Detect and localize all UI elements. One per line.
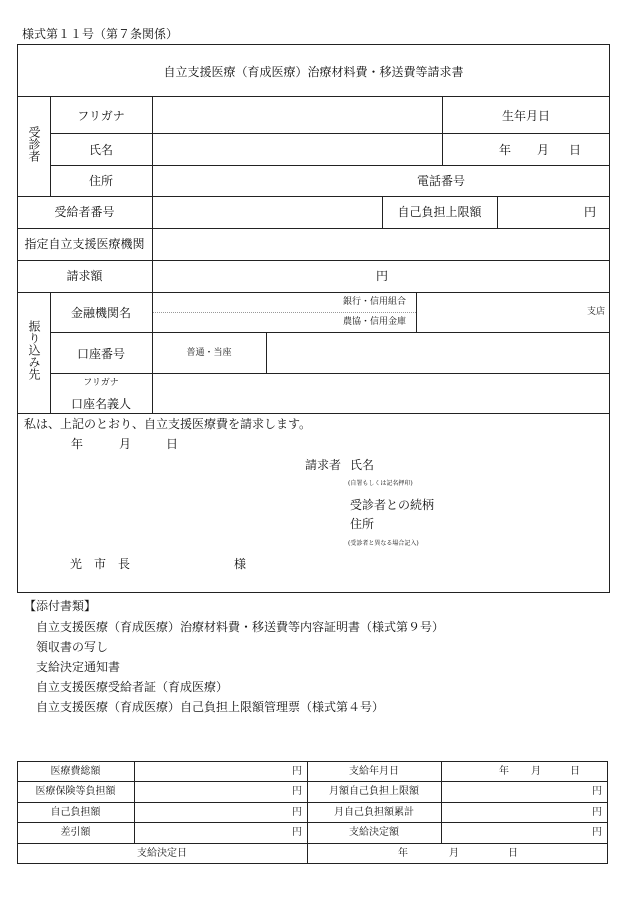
form-title: 自立支援医療（育成医療）治療材料費・移送費等請求書 (163, 65, 464, 79)
address-label: 住所 (88, 174, 113, 188)
bank-type-bank: 銀行・信用組合 (343, 297, 407, 307)
monthly-cumulative-label: 月自己負担額累計 (334, 807, 414, 818)
holder-furigana-label: フリガナ (83, 378, 119, 388)
relation-label: 受診者との続柄 (350, 498, 435, 512)
claimant-label: 請求者 (305, 458, 342, 472)
addressee-honorific: 様 (234, 557, 247, 571)
designated-institution-label: 指定自立支援医療機関 (24, 237, 145, 251)
birth-date-field[interactable]: 年 月 日 (499, 143, 582, 157)
insurance-burden-label: 医療保険等負担額 (35, 786, 116, 797)
attachments-heading: 【添付書類】 (24, 599, 97, 613)
claimant-address-label: 住所 (350, 517, 375, 531)
signature-note: (自署もしくは記名押印) (348, 480, 413, 487)
furigana-label: フリガナ (77, 109, 125, 123)
address-field[interactable] (153, 166, 609, 196)
account-number-field[interactable] (267, 333, 609, 373)
attachment-item: 自立支援医療（育成医療）自己負担上限額管理票（様式第４号） (36, 700, 385, 714)
form-number: 様式第１１号（第７条関係） (22, 27, 179, 41)
claim-amount-label: 請求額 (66, 269, 103, 283)
self-burden-label: 自己負担額 (50, 807, 101, 818)
decision-date-field[interactable]: 年 月 日 (398, 848, 518, 859)
declaration-statement: 私は、上記のとおり、自立支援医療費を請求します。 (24, 417, 312, 431)
addressee-city-suffix: 市 (94, 557, 107, 571)
monthly-limit-field[interactable]: 円 (592, 786, 602, 797)
declaration-year: 年 (71, 437, 84, 451)
birth-date-label: 生年月日 (501, 109, 550, 123)
total-medical-cost-label: 医療費総額 (50, 766, 101, 777)
phone-label: 電話番号 (417, 174, 466, 188)
self-pay-limit-field[interactable]: 円 (584, 205, 597, 219)
branch-label: 支店 (587, 307, 606, 317)
declaration-month: 月 (119, 437, 132, 451)
payment-date-label: 支給年月日 (349, 766, 399, 777)
recipient-number-field[interactable] (153, 197, 381, 228)
difference-field[interactable]: 円 (292, 827, 302, 838)
difference-label: 差引額 (60, 827, 91, 838)
claim-amount-field[interactable]: 円 (376, 269, 389, 283)
total-medical-cost-field[interactable]: 円 (292, 766, 302, 777)
account-holder-field[interactable] (153, 374, 609, 413)
recipient-number-label: 受給者番号 (54, 205, 115, 219)
attachment-item: 自立支援医療受給者証（育成医療） (36, 680, 229, 694)
monthly-cumulative-field[interactable]: 円 (592, 807, 602, 818)
bank-type-coop: 農協・信用金庫 (343, 317, 407, 327)
attachment-item: 自立支援医療（育成医療）治療材料費・移送費等内容証明書（様式第９号） (36, 620, 445, 634)
branch-field[interactable] (417, 293, 609, 332)
insurance-burden-field[interactable]: 円 (292, 786, 302, 797)
transfer-group-label: 振り込み先 (27, 320, 41, 380)
claimant-name-label: 氏名 (350, 458, 375, 472)
account-holder-label: 口座名義人 (70, 397, 131, 411)
designated-institution-field[interactable] (153, 229, 609, 260)
bank-name-field[interactable] (153, 293, 415, 332)
payment-date-field[interactable]: 年 月 日 (499, 766, 580, 777)
patient-group-label: 受診者 (27, 126, 41, 162)
self-burden-field[interactable]: 円 (292, 807, 302, 818)
account-type[interactable]: 普通・当座 (186, 348, 232, 358)
account-number-label: 口座番号 (76, 347, 125, 361)
address-note: (受診者と異なる場合記入) (348, 540, 419, 547)
furigana-field[interactable] (153, 97, 441, 133)
name-label: 氏名 (88, 143, 113, 157)
addressee-title: 長 (118, 557, 131, 571)
addressee-city: 光 (70, 557, 83, 571)
decided-amount-field[interactable]: 円 (592, 827, 602, 838)
decided-amount-label: 支給決定額 (349, 827, 399, 838)
attachment-item: 領収書の写し (36, 640, 109, 654)
self-pay-limit-label: 自己負担上限額 (397, 205, 482, 219)
name-field[interactable] (153, 134, 441, 165)
decision-date-label: 支給決定日 (137, 848, 187, 859)
bank-name-label: 金融機関名 (70, 306, 131, 320)
declaration-day: 日 (166, 437, 179, 451)
monthly-limit-label: 月額自己負担上限額 (329, 786, 419, 797)
attachment-item: 支給決定通知書 (36, 660, 121, 674)
